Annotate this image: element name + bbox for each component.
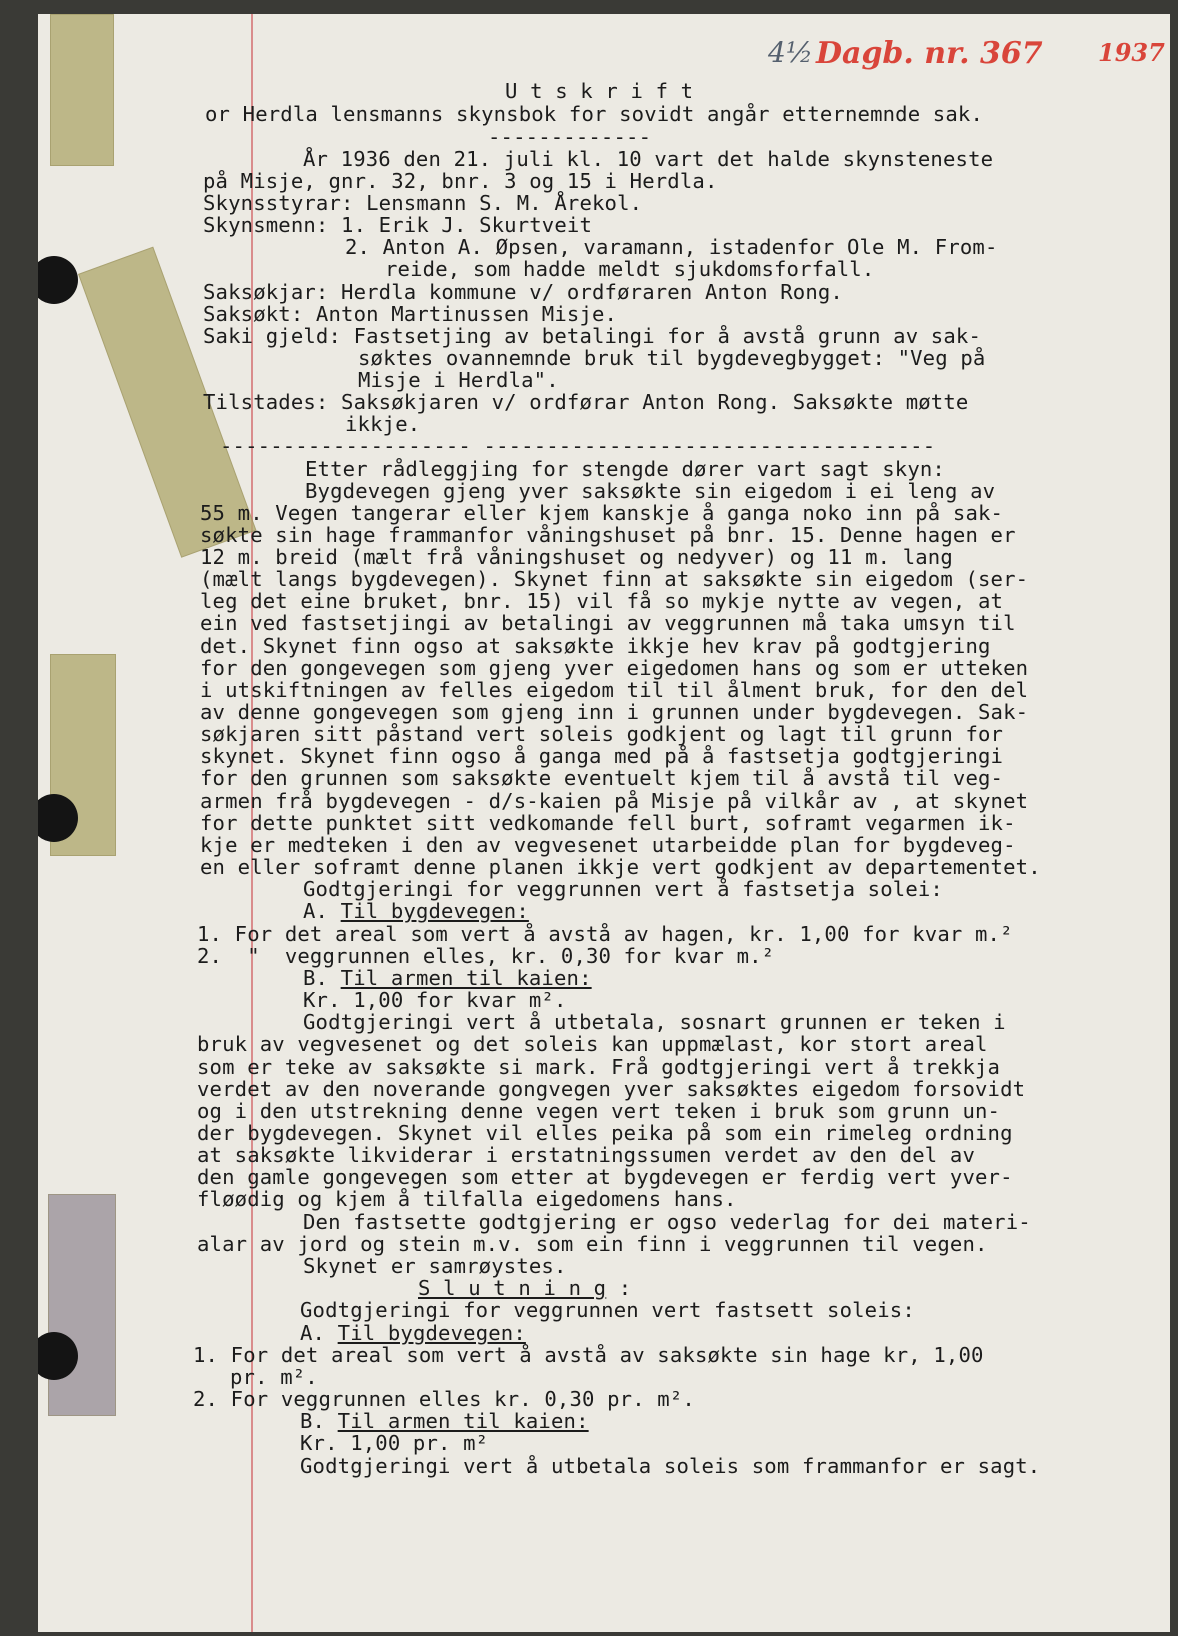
- text-line: av denne gongevegen som gjeng inn i grunnen under bygdevegen. Sak-: [200, 700, 1029, 724]
- text-line: Kr. 1,00 for kvar m².: [303, 988, 567, 1012]
- text-line: for den gongevegen som gjeng yver eigedomen hans og som er utteken: [200, 656, 1029, 680]
- text-line: Saksøkt: Anton Martinussen Misje.: [203, 302, 618, 326]
- text-line: pr. m².: [230, 1365, 318, 1389]
- text-line: for dette punktet sitt vedkomande fell burt, soframt vegarmen ik-: [200, 811, 1016, 835]
- text-line: Skynsmenn: 1. Erik J. Skurtveit: [203, 213, 593, 237]
- text-line: Tilstades: Saksøkjaren v/ ordførar Anton Rong. Saksøkte møtte: [203, 390, 969, 414]
- punch-hole: [38, 256, 78, 304]
- adhesive-tape: [50, 14, 114, 166]
- underlined-heading: Til bygdevegen:: [340, 899, 529, 923]
- text-line: Saksøkjar: Herdla kommune v/ ordføraren Anton Rong.: [203, 280, 843, 304]
- text-line: for den grunnen som saksøkte eventuelt kjem til å avstå til veg-: [200, 766, 1004, 790]
- text-line: 2. For veggrunnen elles kr. 0,30 pr. m².: [193, 1387, 695, 1411]
- text-line: Saki gjeld: Fastsetjing av betalingi for å avstå grunn av sak-: [203, 324, 982, 348]
- text-line: ikkje.: [345, 412, 421, 436]
- text-line: S l u t n i n g :: [418, 1276, 632, 1300]
- text-line: (mælt langs bygdevegen). Skynet finn at saksøkte sin eigedom (ser-: [200, 567, 1029, 591]
- text-line: at saksøkte likviderar i erstatningssumen verdet av den del av: [197, 1143, 976, 1167]
- text-line: 2. Anton A. Øpsen, varamann, istadenfor Ole M. From-: [345, 235, 998, 259]
- text-line: søkjaren sitt påstand vert soleis godkjent og lagt til grunn for: [200, 722, 1004, 746]
- text-line: Etter rådleggjing for stengde dører vart sagt skyn:: [305, 457, 945, 481]
- text-line: or Herdla lensmanns skynsbok for sovidt angår etternemnde sak.: [205, 102, 984, 126]
- text-line: B. Til armen til kaien:: [303, 966, 592, 990]
- text-line: det. Skynet finn ogso at saksøkte ikkje hev krav på godtgjering: [200, 634, 991, 658]
- text-line: alar av jord og stein m.v. som ein finn i veggrunnen til vegen.: [197, 1232, 988, 1256]
- text-line: Godtgjeringi vert å utbetala soleis som frammanfor er sagt.: [300, 1454, 1041, 1478]
- text-line: Misje i Herdla".: [358, 368, 559, 392]
- text-line: -------------: [488, 125, 652, 149]
- text-line: på Misje, gnr. 32, bnr. 3 og 15 i Herdla.: [203, 169, 718, 193]
- text-line: kje er medteken i den av vegvesenet utarbeidde plan for bygdeveg-: [200, 833, 1016, 857]
- text-line: armen frå bygdevegen - d/s-kaien på Misje på vilkår av , at skynet: [200, 789, 1029, 813]
- text-line: i utskiftningen av felles eigedom til til ålment bruk, for den del: [200, 678, 1029, 702]
- text-line: A. Til bygdevegen:: [300, 1321, 526, 1345]
- text-line: Godtgjeringi for veggrunnen vert å fastsetja solei:: [303, 877, 943, 901]
- text-line: 1. For det areal som vert å avstå av saksøkte sin hage kr, 1,00: [193, 1343, 984, 1367]
- text-line: den gamle gongevegen som etter at bygdevegen er ferdig vert yver-: [197, 1165, 1013, 1189]
- text-line: søkte sin hage frammanfor våningshuset på bnr. 15. Denne hagen er: [200, 523, 1016, 547]
- text-line: Den fastsette godtgjering er ogso vederlag for dei materi-: [303, 1210, 1031, 1234]
- text-line: Skynsstyrar: Lensmann S. M. Årekol.: [203, 191, 643, 215]
- journal-year: 1937: [1098, 38, 1165, 67]
- pencil-mark: 4½: [768, 36, 813, 69]
- text-line: ein ved fastsetjingi av betalingi av veggrunnen må taka umsyn til: [200, 611, 1016, 635]
- text-line: U t s k r i f t: [505, 79, 694, 103]
- text-line: Bygdevegen gjeng yver saksøkte sin eigedom i ei leng av: [305, 479, 996, 503]
- text-line: A. Til bygdevegen:: [303, 899, 529, 923]
- underlined-heading: S l u t n i n g: [418, 1276, 607, 1300]
- text-line: skynet. Skynet finn ogso å ganga med på å fastsetja godtgjeringi: [200, 744, 1004, 768]
- underlined-heading: Til armen til kaien:: [337, 1409, 589, 1433]
- underlined-heading: Til bygdevegen:: [337, 1321, 526, 1345]
- text-line: reide, som hadde meldt sjukdomsforfall.: [385, 257, 875, 281]
- text-line: fløødig og kjem å tilfalla eigedomens hans.: [197, 1187, 737, 1211]
- text-line: som er teke av saksøkte si mark. Frå godtgjeringi vert å trekkja: [197, 1055, 1001, 1079]
- text-line: Skynet er samrøystes.: [303, 1254, 567, 1278]
- underlined-heading: Til armen til kaien:: [340, 966, 592, 990]
- text-line: 2. " veggrunnen elles, kr. 0,30 for kvar m.²: [197, 944, 775, 968]
- text-line: 1. For det areal som vert å avstå av hagen, kr. 1,00 for kvar m.²: [197, 922, 1013, 946]
- text-line: 55 m. Vegen tangerar eller kjem kanskje å ganga noko inn på sak-: [200, 501, 1004, 525]
- text-line: bruk av vegvesenet og det soleis kan uppmælast, kor stort areal: [197, 1032, 988, 1056]
- text-line: -------------------- ------------------------------------: [220, 434, 936, 458]
- text-line: søktes ovannemnde bruk til bygdevegbygget: "Veg på: [358, 346, 986, 370]
- text-line: År 1936 den 21. juli kl. 10 vart det halde skynsteneste: [303, 147, 994, 171]
- text-line: og i den utstrekning denne vegen vert teken i bruk som grunn un-: [197, 1099, 1001, 1123]
- text-line: Kr. 1,00 pr. m²: [300, 1431, 489, 1455]
- journal-stamp: Dagb. nr. 367: [816, 36, 1043, 71]
- text-line: en eller soframt denne planen ikkje vert godkjent av departementet.: [200, 855, 1041, 879]
- text-line: Godtgjeringi vert å utbetala, sosnart grunnen er teken i: [303, 1010, 1006, 1034]
- document-page: [38, 14, 1170, 1632]
- adhesive-tape: [48, 1194, 116, 1416]
- text-line: der bygdevegen. Skynet vil elles peika på som ein rimeleg ordning: [197, 1121, 1013, 1145]
- text-line: Godtgjeringi for veggrunnen vert fastsett soleis:: [300, 1298, 915, 1322]
- text-line: verdet av den noverande gongvegen yver saksøktes eigedom forsovidt: [197, 1077, 1026, 1101]
- text-line: B. Til armen til kaien:: [300, 1409, 589, 1433]
- text-line: 12 m. breid (mælt frå våningshuset og nedyver) og 11 m. lang: [200, 545, 953, 569]
- text-line: leg det eine bruket, bnr. 15) vil få so mykje nytte av vegen, at: [200, 589, 1004, 613]
